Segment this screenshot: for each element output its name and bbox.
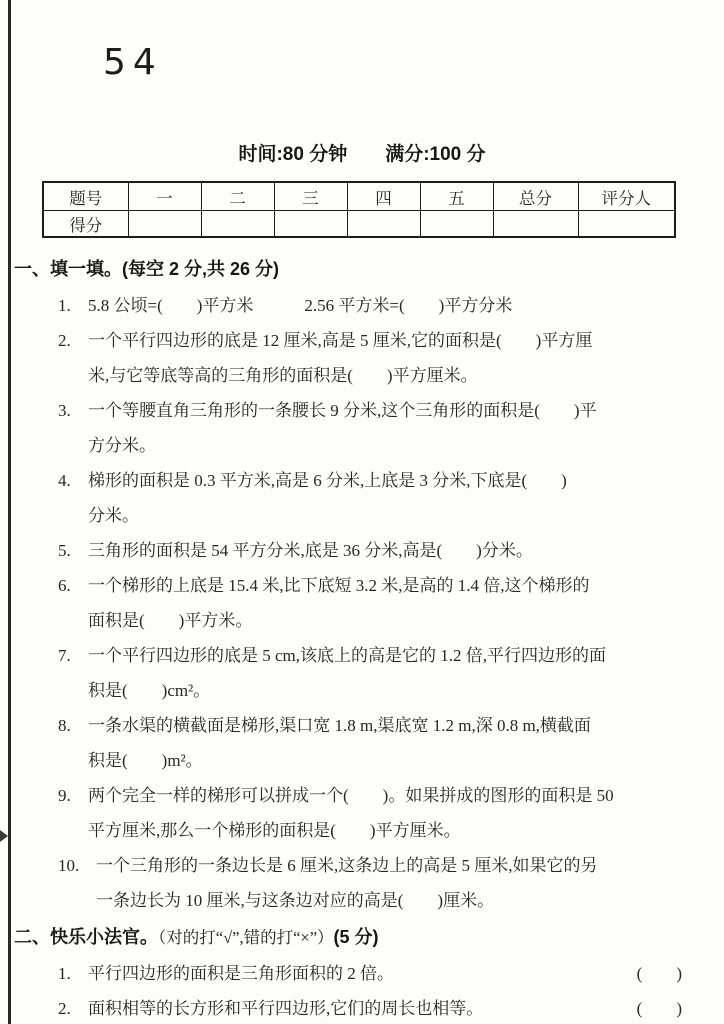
score-table-header-cell: 总分 xyxy=(493,182,578,211)
time-score-line: 时间:80 分钟 满分:100 分 xyxy=(238,144,486,165)
question-text: 积是( )m²。 xyxy=(88,751,203,770)
score-table-header-row xyxy=(43,182,675,211)
question-item xyxy=(14,288,692,323)
question-item xyxy=(14,638,692,708)
question-number: 4. xyxy=(58,471,71,490)
question-item xyxy=(14,778,692,848)
section-two-instruction: （对的打“√”,错的打“×”） xyxy=(158,928,334,947)
question-text: 一个平行四边形的底是 12 厘米,高是 5 厘米,它的面积是( )平方厘 xyxy=(88,331,593,350)
question-text: 平行四边形的面积是三角形面积的 2 倍。 xyxy=(88,964,394,983)
score-cell xyxy=(420,211,493,238)
question-item xyxy=(14,848,692,918)
answer-blank: ( ) xyxy=(636,999,682,1018)
question-number: 6. xyxy=(58,576,71,595)
score-table-header-cell: 题号 xyxy=(43,182,128,211)
question-number: 3. xyxy=(58,401,71,420)
question-text: 一个等腰直角三角形的一条腰长 9 分米,这个三角形的面积是( )平 xyxy=(88,401,597,420)
score-table-header-cell: 四 xyxy=(347,182,420,211)
question-number: 7. xyxy=(58,646,71,665)
question-text: 三角形的面积是 54 平方分米,底是 36 分米,高是( )分米。 xyxy=(88,541,533,560)
question-text: 方分米。 xyxy=(88,436,156,455)
answer-blank: ( ) xyxy=(636,964,682,983)
score-table-score-row xyxy=(43,211,675,238)
question-item xyxy=(14,533,692,568)
question-text: 面积相等的长方形和平行四边形,它们的周长也相等。 xyxy=(88,999,484,1018)
question-number: 8. xyxy=(58,716,71,735)
score-table-header-cell: 三 xyxy=(274,182,347,211)
score-cell xyxy=(274,211,347,238)
question-text: 分米。 xyxy=(88,506,139,525)
question-text: 一个梯形的上底是 15.4 米,比下底短 3.2 米,是高的 1.4 倍,这个梯形的 xyxy=(88,576,590,595)
score-cell xyxy=(578,211,675,238)
question-text: 一条水渠的横截面是梯形,渠口宽 1.8 m,渠底宽 1.2 m,深 0.8 m,横截面 xyxy=(88,716,591,735)
section-two-heading xyxy=(14,918,692,956)
question-text: 一个三角形的一条边长是 6 厘米,这条边上的高是 5 厘米,如果它的另 xyxy=(96,856,598,875)
question-text: 梯形的面积是 0.3 平方米,高是 6 分米,上底是 3 分米,下底是( ) xyxy=(88,471,567,490)
question-number: 1. xyxy=(58,296,71,315)
question-text: 平方厘米,那么一个梯形的面积是( )平方厘米。 xyxy=(88,821,461,840)
question-item xyxy=(14,463,692,533)
score-row-label: 得分 xyxy=(43,211,128,238)
true-false-item xyxy=(14,956,692,991)
question-text: 两个完全一样的梯形可以拼成一个( )。如果拼成的图形的面积是 50 xyxy=(88,786,614,805)
score-cell xyxy=(201,211,274,238)
question-number: 2. xyxy=(58,999,71,1018)
question-text: 5.8 公顷=( )平方米 2.56 平方米=( )平方分米 xyxy=(88,296,513,315)
score-table xyxy=(42,181,676,238)
question-text: 一条边长为 10 厘米,与这条边对应的高是( )厘米。 xyxy=(96,891,495,910)
question-text: 积是( )cm²。 xyxy=(88,681,211,700)
question-number: 10. xyxy=(58,856,80,875)
question-text: 米,与它等底等高的三角形的面积是( )平方厘米。 xyxy=(88,366,478,385)
question-item xyxy=(14,708,692,778)
paper-body xyxy=(14,250,692,1024)
true-false-item xyxy=(14,991,692,1024)
question-number: 1. xyxy=(58,964,71,983)
page-number: 54 xyxy=(103,42,163,83)
score-table-header-cell: 一 xyxy=(128,182,201,211)
score-table-header-cell: 评分人 xyxy=(578,182,675,211)
question-item xyxy=(14,393,692,463)
question-number: 9. xyxy=(58,786,71,805)
score-table-header-cell: 五 xyxy=(420,182,493,211)
score-cell xyxy=(493,211,578,238)
section-one-heading: 一、填一填。(每空 2 分,共 26 分) xyxy=(14,259,280,279)
score-cell xyxy=(128,211,201,238)
section-two-points: (5 分) xyxy=(333,927,379,947)
question-item xyxy=(14,323,692,393)
question-number: 5. xyxy=(58,541,71,560)
section-two-title: 二、快乐小法官。 xyxy=(14,927,158,947)
score-table-header-cell: 二 xyxy=(201,182,274,211)
question-number: 2. xyxy=(58,331,71,350)
question-text: 面积是( )平方米。 xyxy=(88,611,253,630)
scan-artifact-mark xyxy=(0,830,8,842)
question-item xyxy=(14,568,692,638)
score-cell xyxy=(347,211,420,238)
question-text: 一个平行四边形的底是 5 cm,该底上的高是它的 1.2 倍,平行四边形的面 xyxy=(88,646,607,665)
